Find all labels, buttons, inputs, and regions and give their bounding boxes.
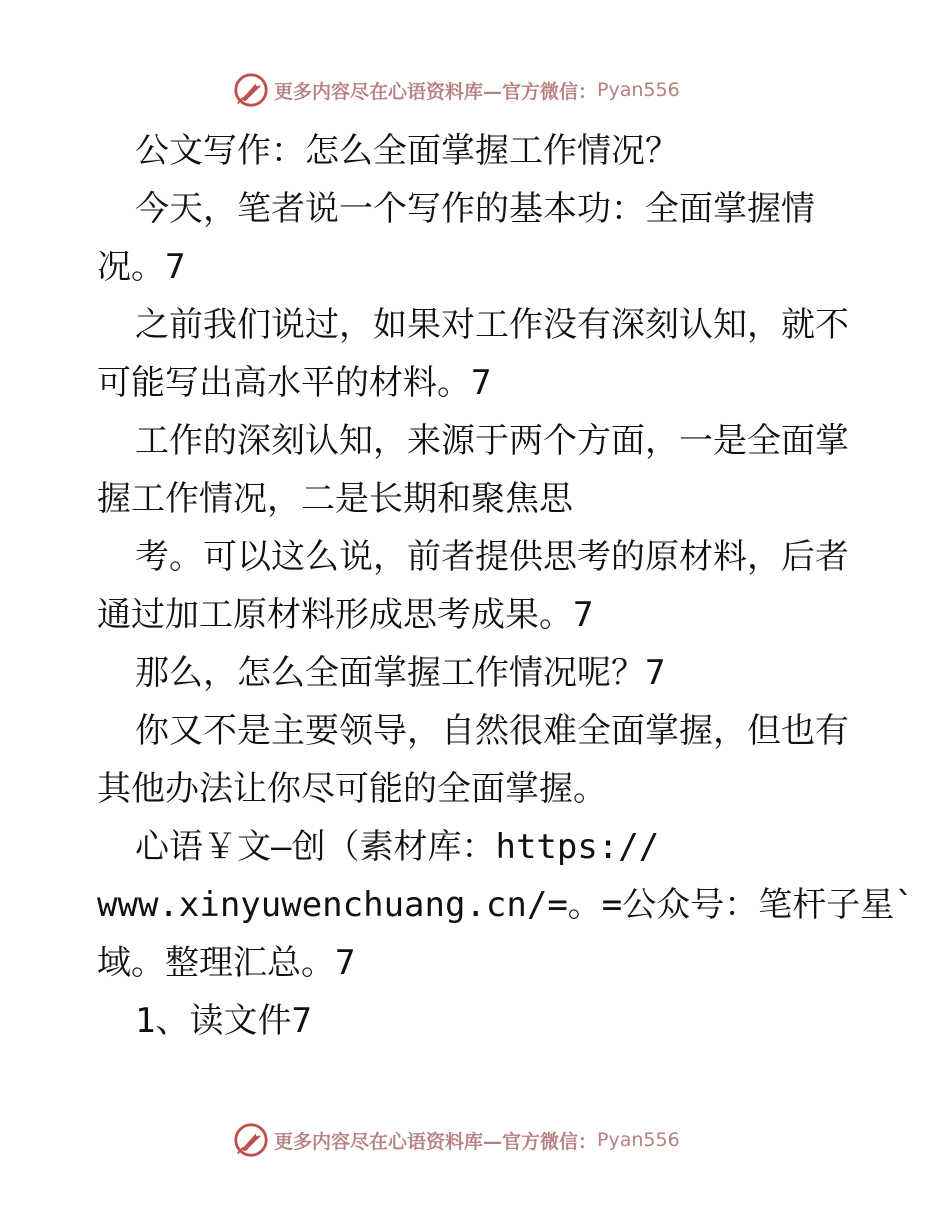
footer-banner-text: 更多内容尽在心语资料库—官方微信： [274, 1130, 598, 1153]
footer-banner [232, 1120, 722, 1160]
body-line: 其他办法让你尽可能的全面掌握。 [97, 769, 607, 809]
footer-banner-wechat: Pyan556 [597, 1129, 680, 1151]
body-line: www.xinyuwenchuang.cn/=。=公众号：笔杆子星` [97, 885, 915, 925]
header-banner-text: 更多内容尽在心语资料库—官方微信： [274, 80, 598, 103]
body-line: 那么，怎么全面掌握工作情况呢？7 [135, 653, 666, 693]
body-line: 你又不是主要领导，自然很难全面掌握，但也有 [135, 711, 849, 751]
header-banner [232, 70, 722, 110]
body-line: 通过加工原材料形成思考成果。7 [97, 595, 594, 635]
body-line: 心语￥文—创（素材库：https:// [135, 827, 660, 867]
header-banner-wechat: Pyan556 [597, 79, 680, 101]
body-line: 工作的深刻认知，来源于两个方面，一是全面掌 [135, 421, 849, 461]
pen-nib-logo-icon [232, 1121, 270, 1159]
body-line: 考。可以这么说，前者提供思考的原材料，后者 [135, 537, 849, 577]
body-line: 可能写出高水平的材料。7 [97, 363, 492, 403]
body-line: 况。7 [97, 247, 186, 287]
body-line: 今天，笔者说一个写作的基本功：全面掌握情 [135, 189, 815, 229]
pen-nib-logo-icon [232, 71, 270, 109]
body-line: 公文写作：怎么全面掌握工作情况？ [135, 131, 679, 171]
body-line: 握工作情况，二是长期和聚焦思 [97, 479, 573, 519]
body-line: 之前我们说过，如果对工作没有深刻认知，就不 [135, 305, 849, 345]
body-line: 1、读文件7 [135, 1001, 312, 1041]
body-line: 域。整理汇总。7 [97, 943, 356, 983]
